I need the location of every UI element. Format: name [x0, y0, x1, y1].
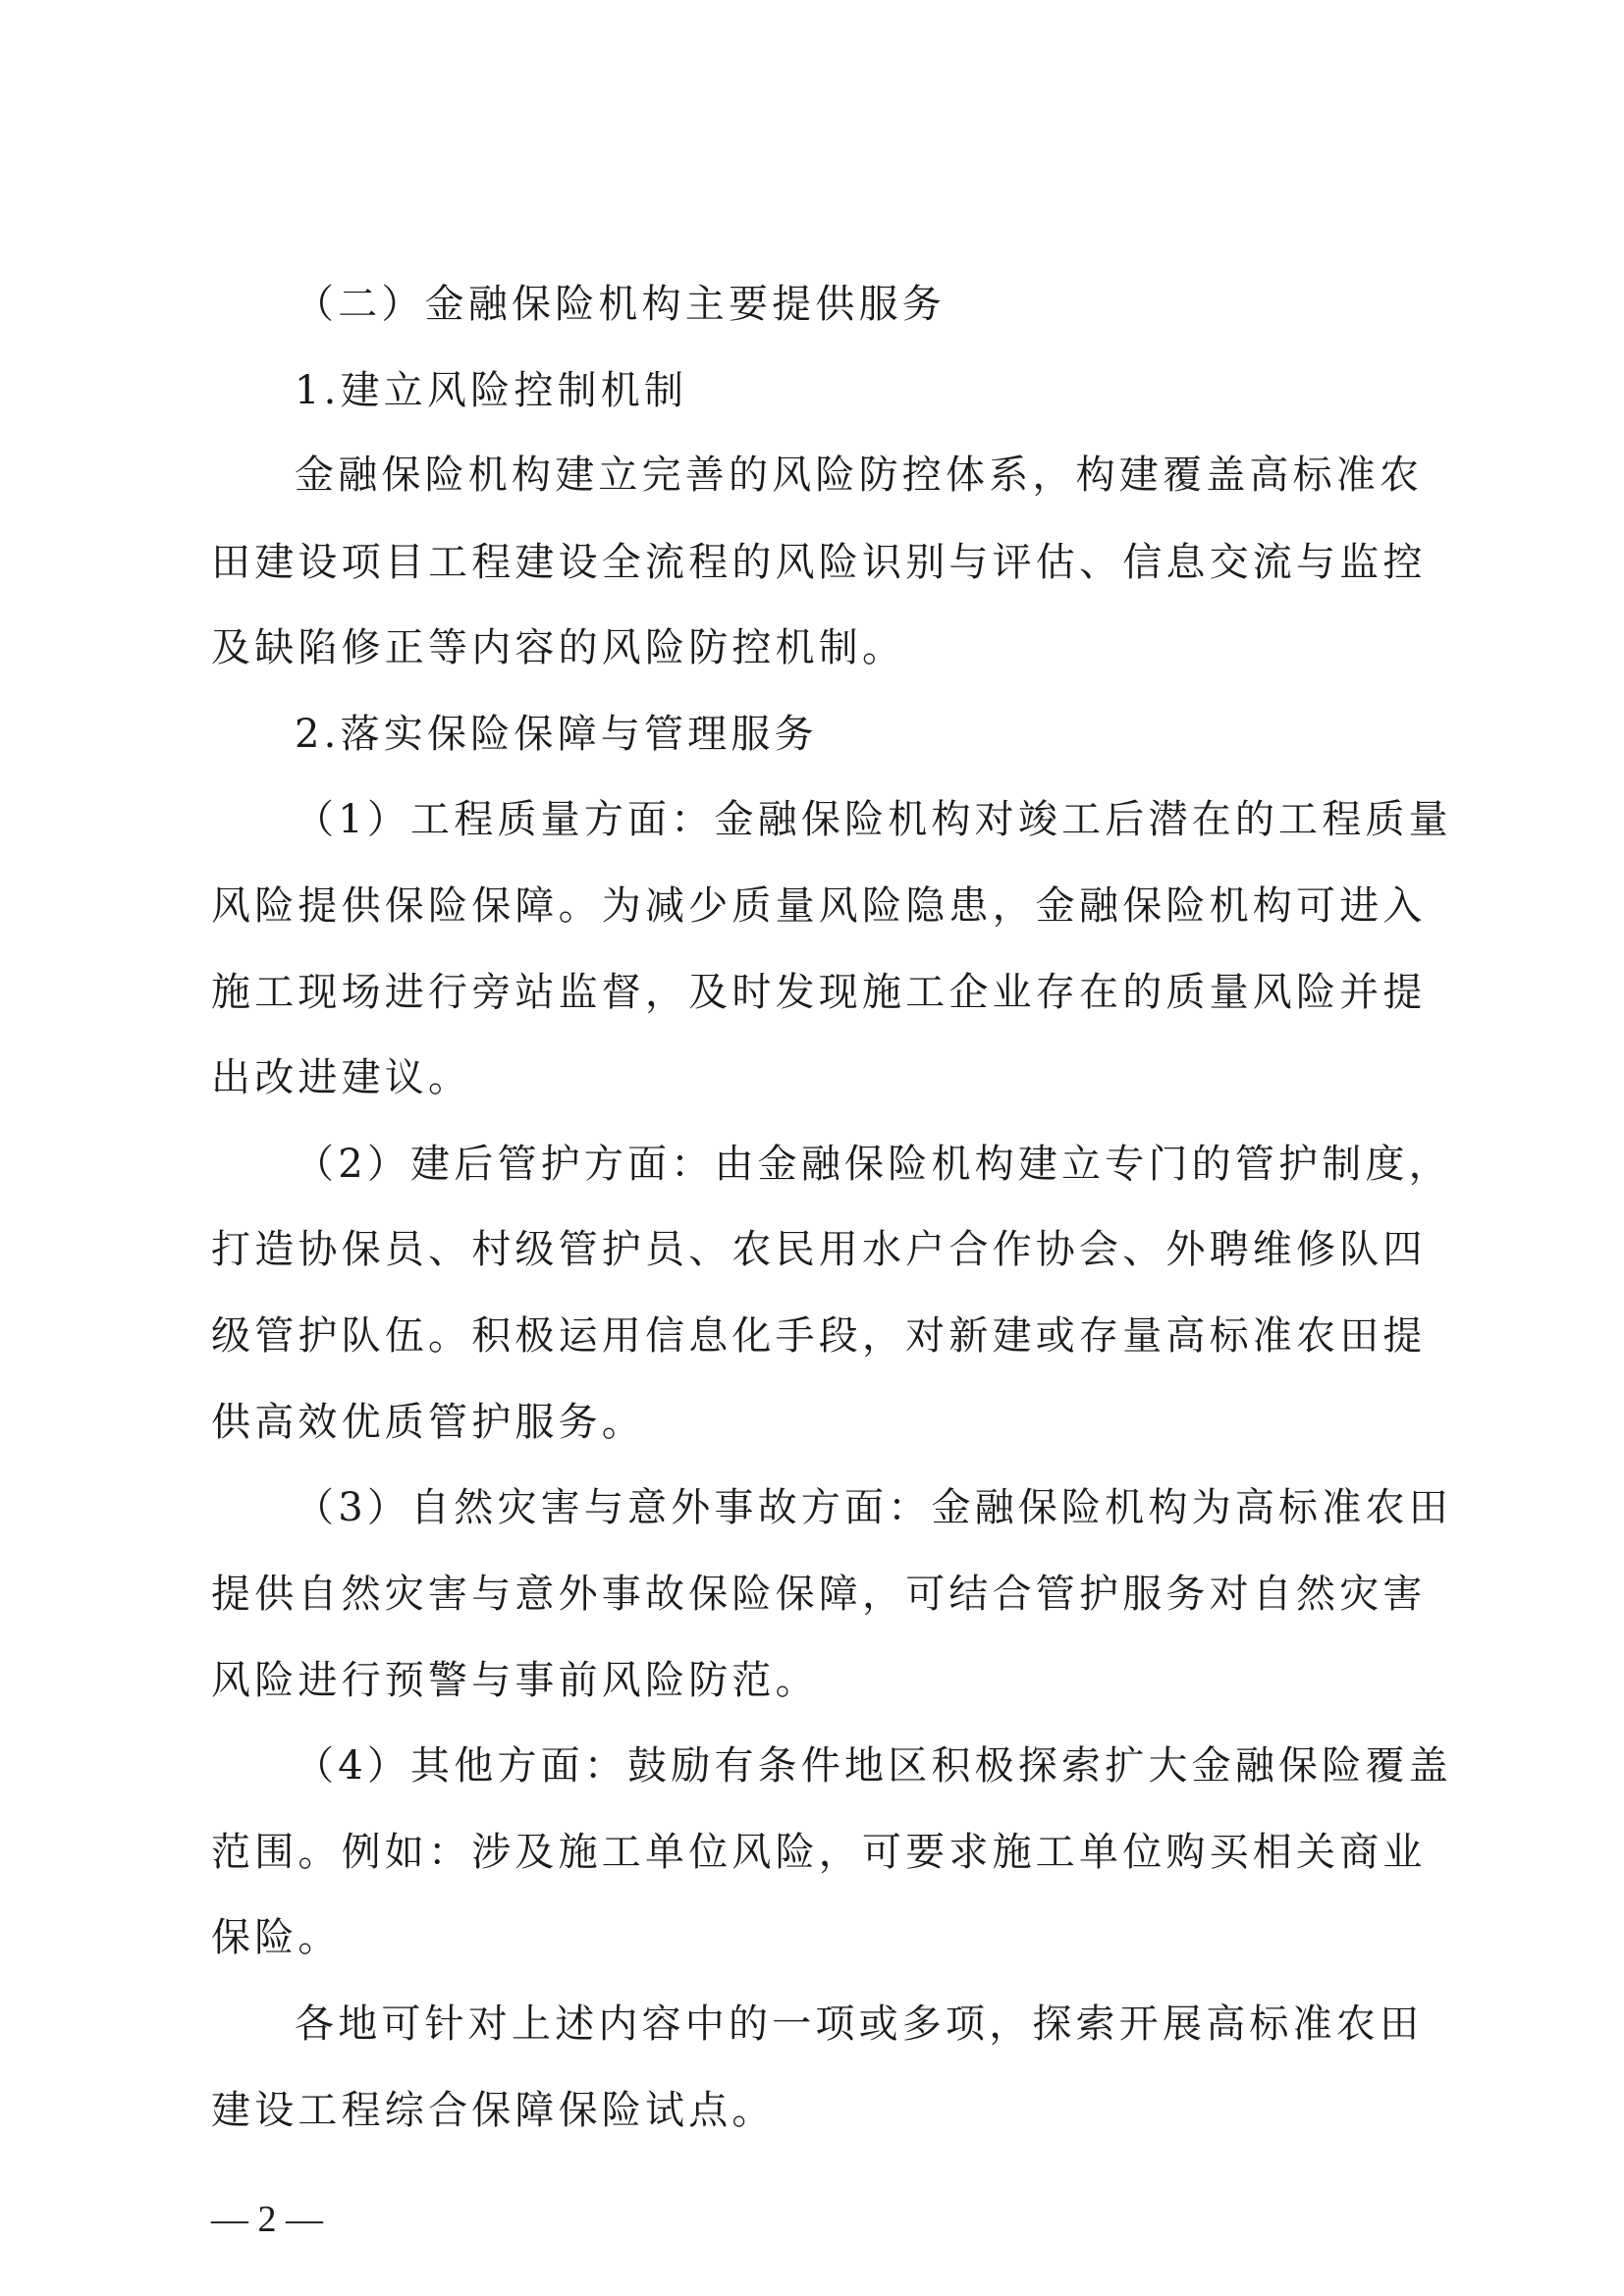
- subsection-title-1: 1.建立风险控制机制: [295, 368, 688, 413]
- paragraph-line: 及缺陷修正等内容的风险防控机制。: [211, 625, 906, 670]
- paragraph-line: （2）建后管护方面：由金融保险机构建立专门的管护制度，: [295, 1142, 1452, 1187]
- paragraph-line: 供高效优质管护服务。: [211, 1400, 645, 1445]
- subsection-title-2: 2.落实保险保障与管理服务: [295, 712, 818, 757]
- paragraph-line: 打造协保员、村级管护员、农民用水户合作协会、外聘维修队四: [211, 1227, 1427, 1272]
- paragraph-line: （1）工程质量方面：金融保险机构对竣工后潜在的工程质量: [295, 797, 1452, 842]
- paragraph-line: 风险提供保险保障。为减少质量风险隐患，金融保险机构可进入: [211, 883, 1427, 929]
- paragraph-line: （3）自然灾害与意外事故方面：金融保险机构为高标准农田: [295, 1485, 1452, 1530]
- page-number: — 2 —: [211, 2199, 323, 2240]
- section-heading: （二）金融保险机构主要提供服务: [295, 282, 946, 327]
- paragraph-line: 保险。: [211, 1915, 342, 1960]
- paragraph-line: （4）其他方面：鼓励有条件地区积极探索扩大金融保险覆盖: [295, 1743, 1452, 1789]
- paragraph-line: 风险进行预警与事前风险防范。: [211, 1658, 819, 1703]
- closing-line: 各地可针对上述内容中的一项或多项，探索开展高标准农田: [295, 2002, 1424, 2047]
- paragraph-line: 范围。例如：涉及施工单位风险，可要求施工单位购买相关商业: [211, 1830, 1427, 1875]
- paragraph-line: 出改进建议。: [211, 1055, 472, 1100]
- paragraph-line: 施工现场进行旁站监督，及时发现施工企业存在的质量风险并提: [211, 970, 1427, 1015]
- paragraph-line: 田建设项目工程建设全流程的风险识别与评估、信息交流与监控: [211, 540, 1427, 585]
- closing-line: 建设工程综合保障保险试点。: [211, 2088, 776, 2133]
- paragraph-line: 级管护队伍。积极运用信息化手段，对新建或存量高标准农田提: [211, 1313, 1427, 1359]
- paragraph-line: 提供自然灾害与意外事故保险保障，可结合管护服务对自然灾害: [211, 1572, 1427, 1617]
- paragraph-line: 金融保险机构建立完善的风险防控体系，构建覆盖高标准农: [295, 453, 1424, 498]
